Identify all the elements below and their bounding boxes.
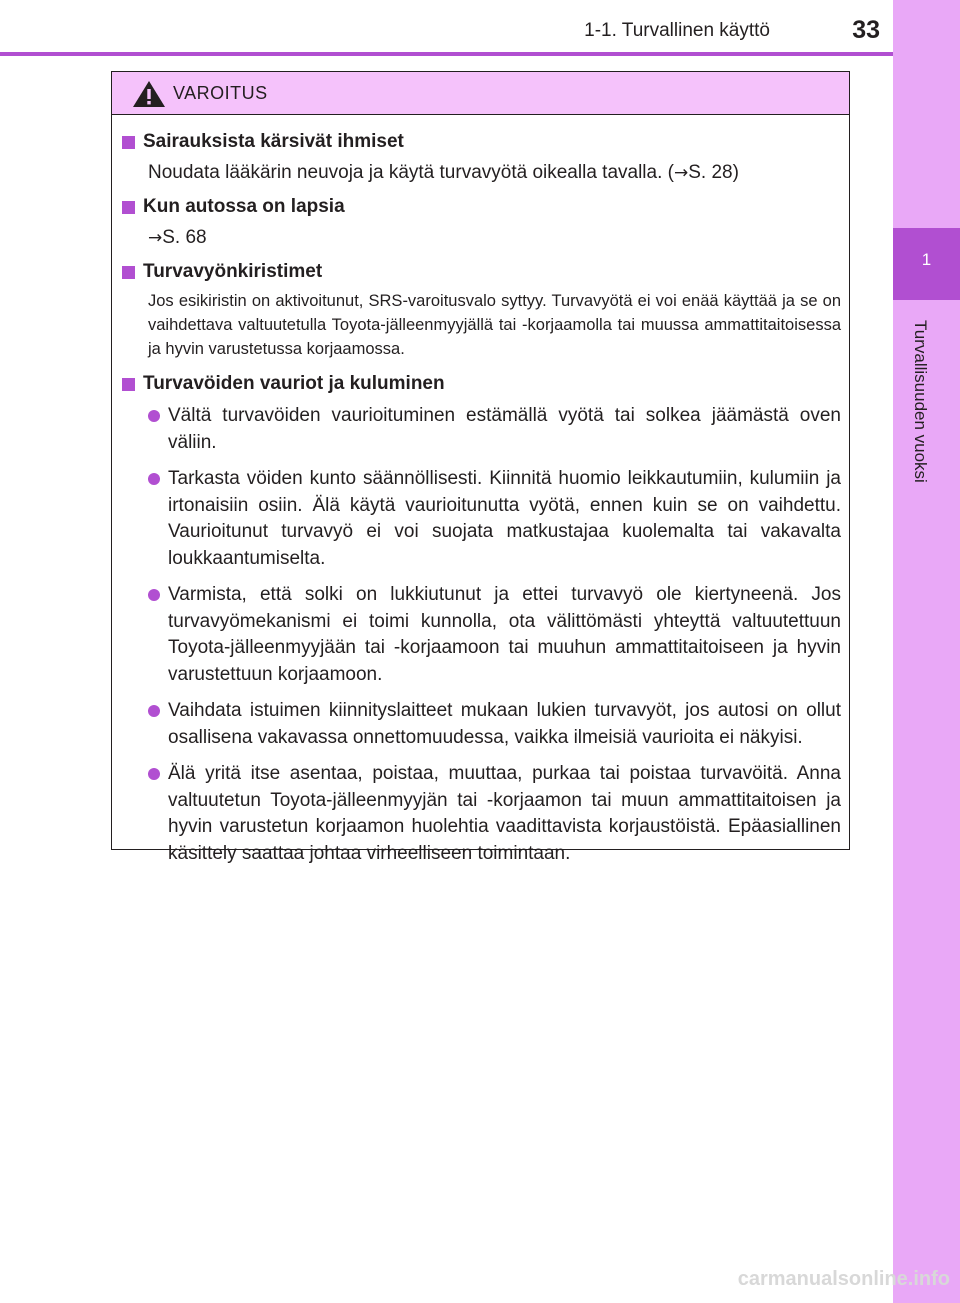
list-item xyxy=(148,403,841,456)
circle-bullet-icon xyxy=(148,410,160,422)
section-heading xyxy=(122,194,841,220)
text-after: S. 28) xyxy=(688,162,739,183)
chapter-side-tab xyxy=(893,0,960,1303)
list-item xyxy=(148,761,841,867)
section-heading xyxy=(122,129,841,155)
page-reference: S. 68 xyxy=(162,227,207,248)
header-divider xyxy=(0,52,893,56)
section-text xyxy=(148,158,841,188)
heading-text: Kun autossa on lapsia xyxy=(143,196,345,217)
list-item xyxy=(148,698,841,751)
list-item xyxy=(148,466,841,572)
list-item xyxy=(148,582,841,688)
arrow-right-icon: → xyxy=(673,163,689,183)
chapter-number: 1 xyxy=(921,250,932,269)
footer-watermark: carmanualsonline.info xyxy=(737,1268,950,1290)
warning-title: VAROITUS xyxy=(173,83,268,103)
section-heading xyxy=(122,259,841,285)
square-bullet-icon xyxy=(122,201,135,214)
list-item-text: Vaihdata istuimen kiinnityslaitteet mukaan lukien turvavyöt, jos autosi on ollut osallisena vakavassa onnettomuudessa, vaikka ilmeisiä vaurioita ei näkyisi. xyxy=(168,700,841,748)
chapter-label: Turvallisuuden vuoksi xyxy=(911,320,930,483)
circle-bullet-icon xyxy=(148,589,160,601)
square-bullet-icon xyxy=(122,378,135,391)
heading-text: Turvavöiden vauriot ja kuluminen xyxy=(143,373,445,394)
circle-bullet-icon xyxy=(148,473,160,485)
square-bullet-icon xyxy=(122,266,135,279)
arrow-right-icon: → xyxy=(148,228,163,248)
warning-body xyxy=(112,115,849,867)
square-bullet-icon xyxy=(122,136,135,149)
circle-bullet-icon xyxy=(148,705,160,717)
warning-triangle-icon xyxy=(132,80,166,108)
list-item-text: Tarkasta vöiden kunto säännöllisesti. Kiinnitä huomio leikkautumiin, kulumiin ja irtonaisiin osiin. Älä käytä vaurioitunutta vyötä, ennen kuin se on vaihdettu. Vaurioitunut turvavyö ei voi suojata matkustajaa kuolemalta tai vakavalta loukkaantumiselta. xyxy=(168,468,841,569)
list-item-text: Vältä turvavöiden vaurioituminen estämällä vyötä tai solkea jäämästä oven väliin. xyxy=(168,405,841,453)
section-text: Jos esikiristin on aktivoitunut, SRS-varoitusvalo syttyy. Turvavyötä ei voi enää käyttää ja se on vaihdettava valtuutetulla Toyota-jälleenmyyjällä tai -korjaamolla tai muussa ammattitaitoisessa ja hyvin varustetussa korjaamossa. xyxy=(148,292,841,358)
heading-text: Turvavyönkiristimet xyxy=(143,261,323,282)
section-title: 1-1. Turvallinen käyttö xyxy=(584,20,770,41)
warning-box xyxy=(111,71,850,864)
heading-text: Sairauksista kärsivät ihmiset xyxy=(143,131,404,152)
warning-header xyxy=(112,72,849,115)
page-number: 33 xyxy=(852,16,880,44)
section-heading xyxy=(122,371,841,397)
circle-bullet-icon xyxy=(148,768,160,780)
text-before: Noudata lääkärin neuvoja ja käytä turvavyötä oikealla tavalla. ( xyxy=(148,162,674,183)
section-text xyxy=(148,223,841,253)
list-item-text: Älä yritä itse asentaa, poistaa, muuttaa, purkaa tai poistaa turvavöitä. Anna valtuutetun Toyota-jälleenmyyjän tai -korjaamon tai muun ammattitaitoisen ja hyvin varustetun korjaamon huolehtia vaadittavista korjaustöistä. Epäasiallinen käsittely saattaa johtaa virheelliseen toimintaan. xyxy=(168,763,841,864)
list-item-text: Varmista, että solki on lukkiutunut ja ettei turvavyö ole kiertyneenä. Jos turvavyömekanismi ei toimi kunnolla, ota välittömästi yhteyttä valtuutettuun Toyota-jälleenmyyjään tai -korjaamoon tai muuhun ammattitaitoiseen ja hyvin varustettuun korjaamoon. xyxy=(168,584,841,685)
